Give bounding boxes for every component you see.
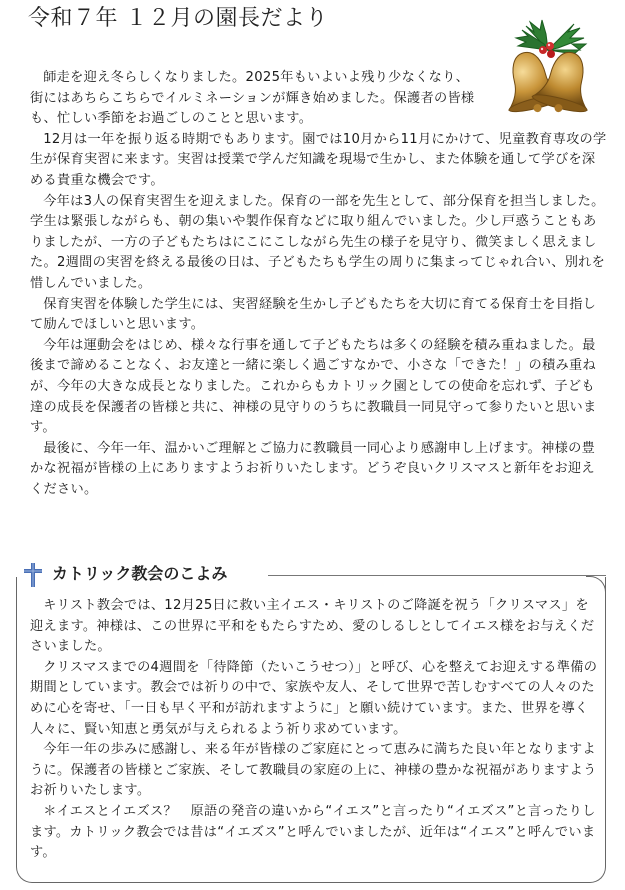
letter-paragraph: 最後に、今年一年、温かいご理解とご協力に教職員一同心より感謝申し上げます。神様の豊かな祝福が皆様の上にありますようお祈りいたします。どうぞ良いクリスマスと新年をお迎えください。 [30, 440, 596, 497]
calendar-paragraph: 今年一年の歩みに感謝し、来る年が皆様のご家庭にとって恵みに満ちた良い年となりますように。保護者の皆様とご家族、そして教職員の家庭の上に、神様の豊かな祝福がありますようお祈りいたします。 [30, 742, 597, 799]
letter-paragraph: 今年は運動会をはじめ、様々な行事を通して子どもたちは多くの経験を積み重ねました。最後まで諦めることなく、お友達と一緒に楽しく過ごすなかで、小さな「できた！」の積み重ねが、今年の大きな成長となりました。これからもカトリック園としての使命を忘れず、子ども達の成長を保護者の皆様と共に、神様の見守りのうちに教職員一同見守って参りたいと思います。 [30, 337, 597, 436]
page-title: 令和７年 １２月の園長だより [28, 6, 328, 31]
letter-paragraph: 師走を迎え冬らしくなりました。2025年もいよいよ残り少なくなり、街にはあちらこちらでイルミネーションが輝き始めました。保護者の皆様も、忙しい季節をお過ごしのことと思います。 [30, 70, 475, 127]
calendar-body [30, 596, 600, 864]
section-divider [268, 575, 606, 576]
calendar-paragraph: キリスト教会では、12月25日に救い主イエス・キリストのご降誕を祝う「クリスマス」を迎えます。神様は、この世界に平和をもたらすため、愛のしるしとしてイエス様をお与えくださいました。 [30, 598, 595, 655]
calendar-section-header [18, 556, 610, 590]
letter-paragraph: 12月は一年を振り返る時期でもあります。園では10月から11月にかけて、児童教育専攻の学生が保育実習に来ます。実習は授業で学んだ知識を現場で生かし、また体験を通して学びを深める貴重な機会です。 [30, 131, 607, 188]
calendar-paragraph: クリスマスまでの4週間を「待降節（たいこうせつ）」と呼び、心を整えてお迎えする準備の期間としています。教会では祈りの中で、家族や友人、そして世界で苦しむすべての人々のために心を寄せ、「一日も早く平和が訪れますように」と願い続けています。また、世界を導く人々に、賢い知恵と勇気が与えられるよう祈り求めています。 [30, 659, 598, 737]
calendar-section-title: カトリック教会のこよみ [52, 564, 228, 583]
letter-paragraph: 保育実習を体験した学生には、実習経験を生かし子どもたちを大切に育てる保育士を目指して励んでほしいと思います。 [30, 296, 597, 333]
cross-icon [22, 562, 44, 588]
calendar-paragraph: ＊イエスとイエズス？ 原語の発音の違いから“イエス”と言ったり“イエズス”と言ったりします。カトリック教会では昔は“イエズス”と呼んでいましたが、近年は“イエス”と呼んでいます。 [30, 803, 596, 861]
letter-paragraph: 今年は3人の保育実習生を迎えました。保育の一部を先生として、部分保育を担当しました。学生は緊張しながらも、朝の集いや製作保育などに取り組んでいました。少し戸惑うこともありましたが、一方の子どもたちはにこにこしながら先生の様子を見守り、微笑ましく思えました。2週間の実習を終える最後の日は、子どもたちも学生の周りに集まってじゃれ合い、別れを惜しんでいました。 [30, 193, 606, 291]
letter-body [30, 68, 608, 500]
